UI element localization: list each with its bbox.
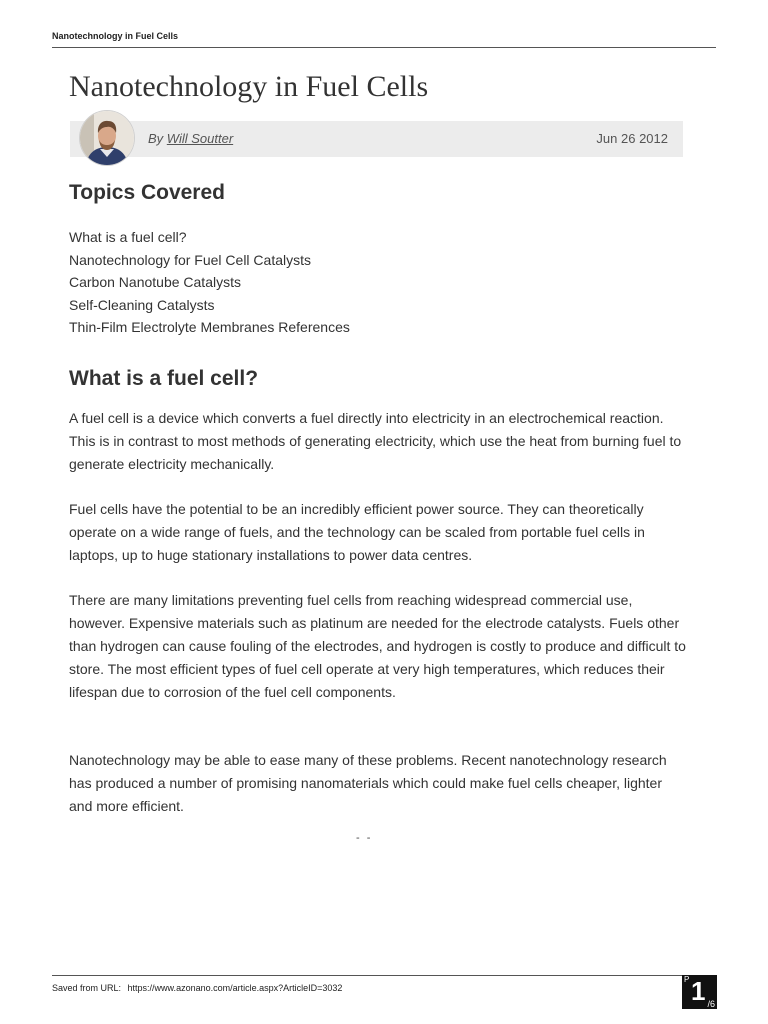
author-avatar[interactable] [80, 111, 134, 165]
page-number: 1 [691, 976, 706, 1006]
paragraph: Fuel cells have the potential to be an incredibly efficient power source. They can theoretically operate on a wide range of fuels, and the technology can be scaled from portable fuel cells in laptops, up to huge stationary installations to power data centres. [69, 501, 645, 563]
paragraph: A fuel cell is a device which converts a fuel directly into electricity in an electrochemical reaction. This is in contrast to most methods of generating electricity, which use the heat from burning fuel to generate electricity mechanically. [69, 410, 682, 472]
byline [148, 131, 233, 146]
header-rule [52, 47, 716, 48]
page-prefix: P [684, 975, 690, 984]
running-header-title: Nanotechnology in Fuel Cells [52, 31, 179, 41]
topics-list [69, 226, 350, 339]
saved-from-label: Saved from URL: [52, 983, 122, 993]
footer-rule [52, 975, 682, 976]
page-indicator [682, 975, 717, 1009]
topics-heading: Topics Covered [69, 181, 225, 204]
paragraph: There are many limitations preventing fuel cells from reaching widespread commercial use, however. Expensive materials such as platinum are needed for the electrode catalysts. Fuels other than hydrogen can cause fouling of the electrodes, and hydrogen is costly to produce and difficult to store. The most efficient types of fuel cell operate at very high temperatures, which reduces their lifespan due to corrosion of the fuel cell components. [69, 592, 686, 700]
author-photo-icon [80, 111, 134, 165]
article-title: Nanotechnology in Fuel Cells [69, 70, 429, 103]
publish-date: Jun 26 2012 [596, 131, 668, 146]
topic-item[interactable]: Nanotechnology for Fuel Cell Catalysts [69, 251, 312, 268]
page-total: /6 [707, 999, 715, 1009]
paragraph: Nanotechnology may be able to ease many of these problems. Recent nanotechnology research has produced a number of promising nanomaterials which could make fuel cells cheaper, lighter and more efficient. [69, 752, 667, 814]
section-heading: What is a fuel cell? [69, 367, 259, 390]
topic-item[interactable]: Thin-Film Electrolyte Membranes References [69, 319, 350, 336]
byline-prefix: By [148, 131, 164, 146]
page-break-marker: - - [356, 832, 373, 844]
topic-item[interactable]: What is a fuel cell? [69, 229, 187, 245]
footer-source [52, 983, 342, 993]
topic-item[interactable]: Self-Cleaning Catalysts [69, 296, 215, 313]
source-url[interactable]: https://www.azonano.com/article.aspx?ArticleID=3032 [127, 983, 343, 993]
topic-item[interactable]: Carbon Nanotube Catalysts [69, 274, 241, 291]
author-link[interactable]: Will Soutter [166, 131, 234, 146]
